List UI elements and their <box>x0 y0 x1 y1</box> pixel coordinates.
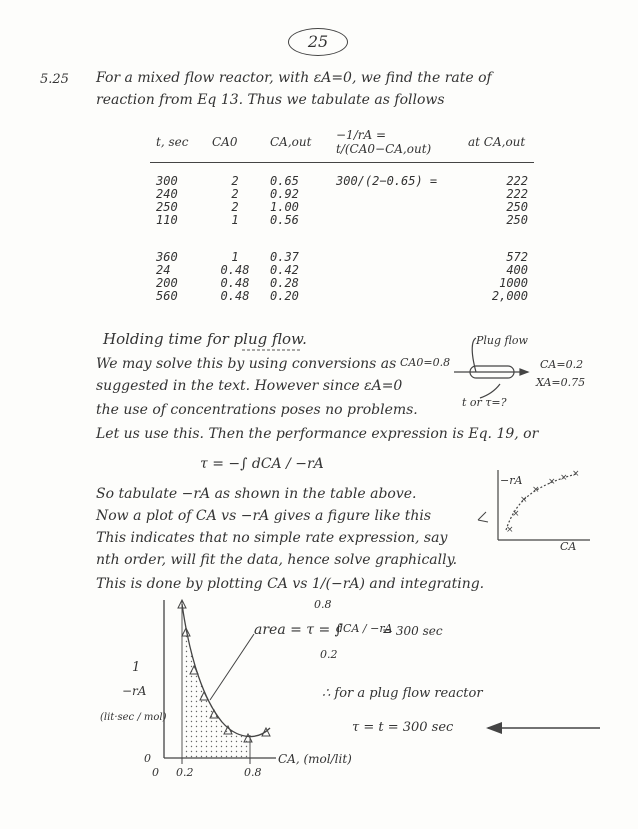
int-plot-y-label-num: 1 <box>132 660 141 675</box>
table-row: 360 1 0.37 572 <box>156 250 528 264</box>
outlet-conc-label: CA=0.2 <box>540 358 584 371</box>
body-line-2: suggested in the text. However since εA=0 <box>96 378 403 394</box>
body-line-9: This is done by plotting CA vs 1/(−rA) and integrating. <box>96 576 485 592</box>
plug-flow-reactor-sketch <box>454 338 528 398</box>
question-label: t or τ=? <box>462 396 507 409</box>
table-row: 240 2 0.92 222 <box>156 187 528 201</box>
plug-flow-label: Plug flow <box>476 334 528 347</box>
table-row: 24 0.48 0.42 400 <box>156 263 528 277</box>
mini-point: × <box>520 495 528 505</box>
body-line-7: This indicates that no simple rate expression, say <box>96 530 448 546</box>
mini-plot-x-label: CA <box>560 540 577 553</box>
integral-upper-limit: 0.8 <box>314 598 332 611</box>
page-number: 25 <box>288 28 348 56</box>
table-row: 300 2 0.65 300/(2−0.65) = 222 <box>156 174 528 188</box>
conclusion-line-1: ∴ for a plug flow reactor <box>322 686 483 701</box>
area-text: area = τ = ∫ <box>254 622 342 638</box>
body-line-1: We may solve this by using conversions as <box>96 356 397 372</box>
mini-point: × <box>572 469 580 479</box>
arrow-left-icon <box>486 722 600 734</box>
conclusion-line-2: τ = t = 300 sec <box>352 720 454 735</box>
int-plot-x-tick-0: 0 <box>152 766 159 779</box>
problem-line-1: For a mixed flow reactor, with εA=0, we find the rate of <box>96 70 492 86</box>
mini-point: × <box>560 473 568 483</box>
body-line-8: nth order, will fit the data, hence solve graphically. <box>96 552 458 568</box>
table-row: 200 0.48 0.28 1000 <box>156 276 528 290</box>
mini-plot-y-label: −rA <box>500 474 523 487</box>
header-at-caout: at CA,out <box>462 128 534 163</box>
mini-point: × <box>548 477 556 487</box>
body-line-5: So tabulate −rA as shown in the table above. <box>96 486 417 502</box>
body-line-6: Now a plot of CA vs −rA gives a figure like this <box>96 508 432 524</box>
int-plot-x-tick-02: 0.2 <box>176 766 194 779</box>
inlet-conc-label: CA0=0.8 <box>400 356 451 369</box>
problem-line-2: reaction from Eq 13. Thus we tabulate as follows <box>96 92 445 108</box>
table-row: 560 0.48 0.20 2,000 <box>156 289 528 303</box>
integral-lower-limit: 0.2 <box>320 648 338 661</box>
int-plot-x-tick-08: 0.8 <box>244 766 262 779</box>
area-leader-line <box>210 634 254 700</box>
int-plot-origin: 0 <box>144 752 151 765</box>
int-plot-y-label-den: −rA <box>122 684 147 698</box>
problem-number: 5.25 <box>40 72 69 87</box>
header-ca0: CA0 <box>206 128 264 163</box>
body-line-3: the use of concentrations poses no problems. <box>96 402 418 418</box>
table-row: 110 1 0.56 250 <box>156 213 528 227</box>
header-t: t, sec <box>150 128 206 163</box>
int-plot-x-label: CA, (mol/lit) <box>278 752 352 766</box>
outlet-conversion-label: XA=0.75 <box>536 376 586 389</box>
integral-result: = 300 sec <box>382 624 443 638</box>
pointer-arrow-icon <box>478 512 488 522</box>
equation: τ = −∫ dCA / −rA <box>200 456 324 472</box>
mini-point: × <box>506 525 514 535</box>
header-rate-formula: −1/rA = t/(CA0−CA,out) <box>330 128 462 163</box>
body-line-4: Let us use this. Then the performance expression is Eq. 19, or <box>96 426 539 442</box>
mini-point: × <box>532 485 540 495</box>
integrand: dCA / −rA <box>336 622 393 635</box>
table-row: 250 2 1.00 250 <box>156 200 528 214</box>
int-plot-y-units: (lit·sec / mol) <box>100 712 167 723</box>
section-title: Holding time for plug flow. <box>103 330 307 348</box>
mini-point: × <box>512 509 520 519</box>
header-caout: CA,out <box>264 128 330 163</box>
mini-plot-points <box>506 469 580 535</box>
